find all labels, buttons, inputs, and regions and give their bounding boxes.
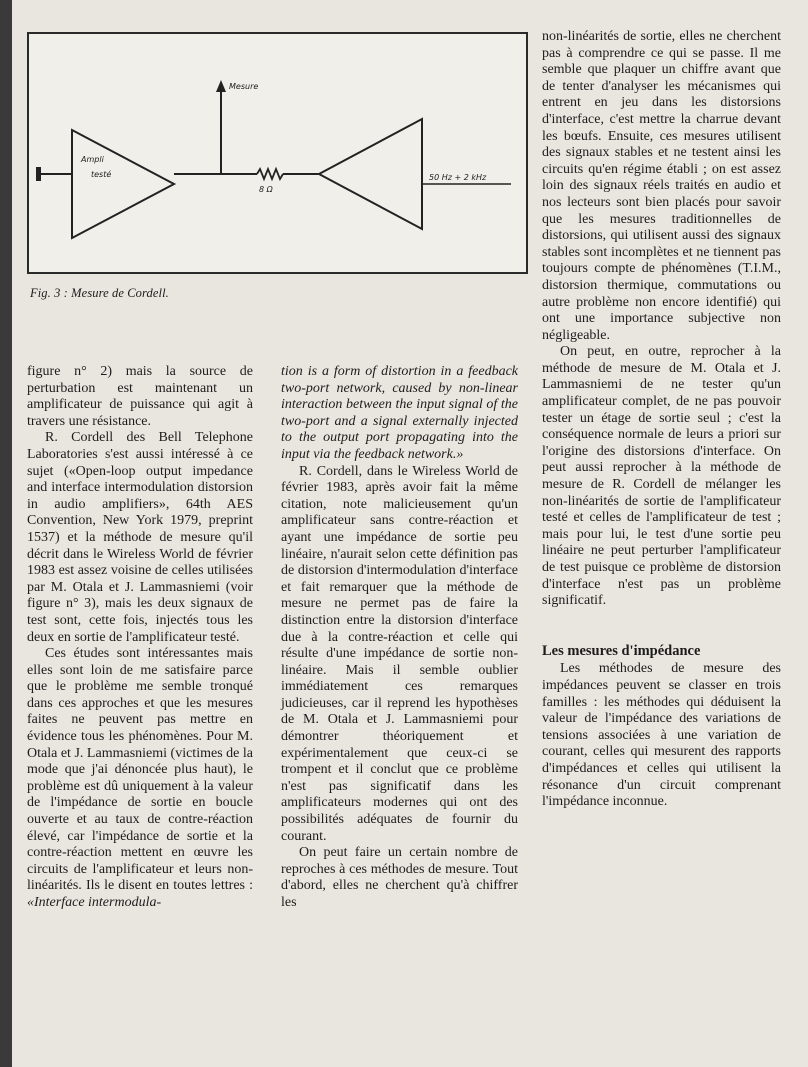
paragraph: On peut faire un certain nombre de reproches à ces méthodes de mesure. Tout d'abord, elles ne cherchent qu'à chiffrer les [281,845,518,910]
paragraph: On peut, en outre, reprocher à la méthode de mesure de M. Otala et J. Lammasniemi de ne tester qu'un amplificateur complet, de ne pas pouvoir tester un étage de sortie seul ; c'est la conséquence normale de leurs a priori sur l'origine des distorsions d'interface. On peut aussi reprocher à la méthode de mesure de R. Cordell de mélanger les non-linéarités de sortie de l'amplificateur testé et celles de l'amplificateur de test ; mais pour lui, le test d'une sortie peu linéaire ne peut perturber l'amplificateur de test puisque ce problème de distorsion d'interface n'est pas un problème significatif. [542,344,781,609]
measure-arrow-icon [216,80,226,92]
amp-label-line2: testé [91,170,112,179]
resistor-label: 8 Ω [259,185,273,194]
quote-start: «Interface intermodula- [27,895,162,910]
paragraph: R. Cordell, dans le Wireless World de février 1983, après avoir fait la même citation, note malicieusement qu'un amplificateur sans contre-réaction et ayant une impédance de sortie peu linéaire, n'aurait selon cette définition pas de distorsion d'intermodulation d'interface et fait remarquer que la méthode de mesure ne permet pas de faire la distinction entre la distorsion d'interface due à la contre-réaction et celle qui résulte d'une impédance de sortie non-linéaire. Mais il semble oublier immédiatement ces remarques judicieuses, car il reprend les hypothèses de M. Otala et J. Lammasniemi pour démontrer théoriquement et expérimentalement que ceux-ci se trompent et il conclut que ce problème n'est pas significatif dans les amplificateurs modernes qui ont des possibilités adéquates de fournir du courant. [281,463,518,844]
amp-label-line1: Ampli [81,155,104,164]
input-terminal [36,167,41,181]
paragraph [27,646,253,912]
resistor-symbol [257,169,283,179]
paragraph-text: Ces études sont intéressantes mais elles sont loin de me satisfaire parce que le problème me semble tronqué dans ces approches et que les mesures faites ne peuvent pas mettre en évidence tous les phénomènes. Pour M. Otala et J. Lammasniemi (victimes de la mode que j'ai dénoncée plus haut), le problème est dû uniquement à la valeur de l'impédance de sortie en boucle ouverte et au taux de contre-réaction élevé, car l'impédance de sortie et la contre-réaction mettent en œuvre les circuits de l'amplificateur et leurs non-linéarités. Ils le disent en toutes lettres : [27,646,253,894]
amplifier-under-test-triangle [72,130,174,238]
section-heading: Les mesures d'impédance [542,642,701,659]
paragraph: figure n° 2) mais la source de perturbation est maintenant un amplificateur de puissance qui agit à travers une résistance. [27,364,253,429]
figure-caption: Fig. 3 : Mesure de Cordell. [30,286,169,300]
paragraph: non-linéarités de sortie, elles ne cherchent pas à comprendre ce qui se passe. Il me semble que plaquer un chiffre avant que de tenter d'analyser les mécanismes qui entrent en jeu dans les distorsions d'interface, c'est mettre la charrue devant les bœufs. Ensuite, ces mesures utilisent des signaux stables et ne testent ainsi les circuits qu'en régime établi ; on est assez loin des signaux réels traités en audio et nos lecteurs sont bien placés pour savoir que les mesures traditionnelles de distorsions, qui utilisent aussi des signaux stables sont incomplètes et ne tiennent pas toujours compte de phénomènes (T.I.M., distorsion thermique, commutations ou autre problème non encore identifié) qui ont une importance subjective non négligeable. [542,29,781,343]
measure-label: Mesure [229,82,259,91]
figure-3-box [27,32,528,274]
text-column-2 [281,364,518,912]
paragraph: R. Cordell des Bell Telephone Laboratories s'est aussi intéressé à ce sujet («Open-loop output impedance and interface intermodulation distorsion in audio amplifiers», 64th AES Convention, New York 1979, preprint 1537) et la méthode de mesure qu'il décrit dans le Wireless World de février 1983 est assez voisine de celles utilisées par M. Otala et J. Lammasniemi (voir figure n° 3), mais les deux signaux de test sont, cette fois, injectés tous les deux en sortie de l'amplificateur testé. [27,430,253,645]
test-amplifier-triangle [319,119,422,229]
generator-label: 50 Hz + 2 kHz [429,173,487,182]
cordell-measurement-diagram [29,34,526,272]
text-column-1 [27,364,253,912]
page-binding-edge [0,0,12,1067]
quote-continuation: tion is a form of distortion in a feedback two-port network, caused by non-linear interaction between the input signal of the two-port and a signal externally injected to the output port propagating into the input via the feedback network.» [281,364,518,462]
text-column-3 [542,29,781,811]
paragraph: Les méthodes de mesure des impédances peuvent se classer en trois familles : les méthodes qui déduisent la valeur de l'impédance des variations de tensions associées à une variation de courant, celles qui mesurent des rapports d'impédances et celles qui utilisent la résonance d'un circuit comprenant l'impédance inconnue. [542,661,781,810]
